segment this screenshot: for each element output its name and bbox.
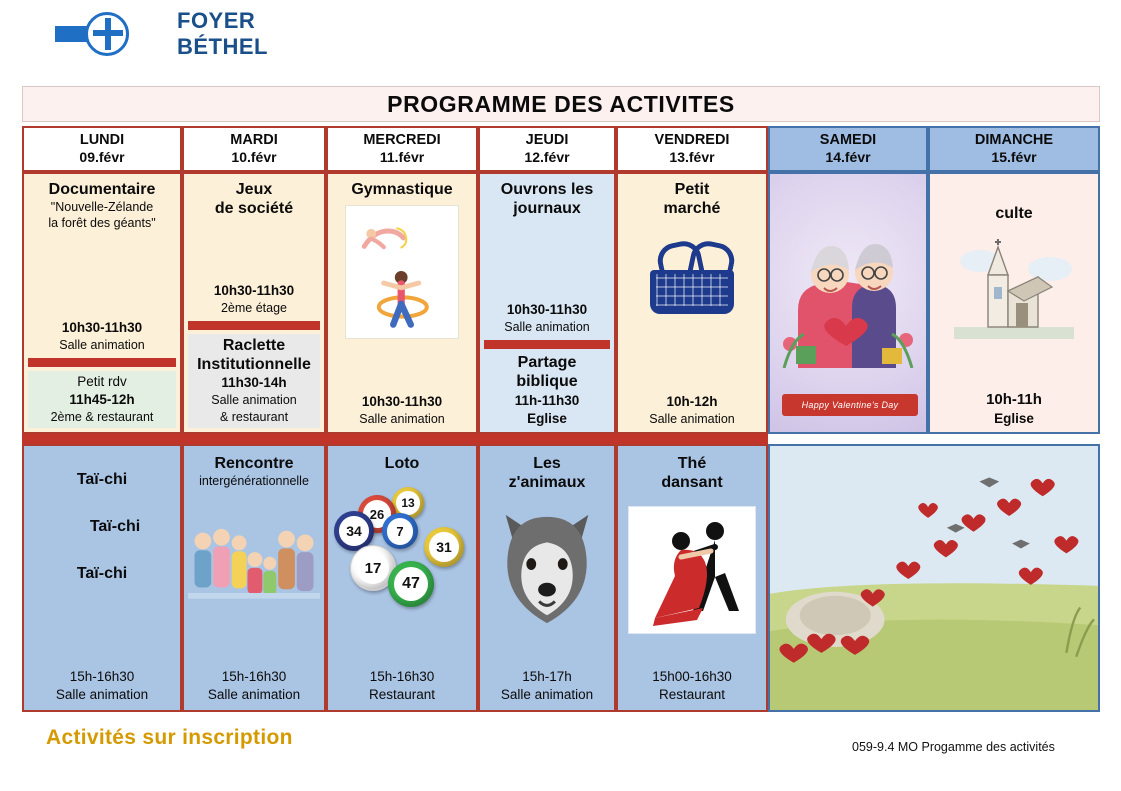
cell-dimanche-morning (928, 172, 1100, 434)
header-mercredi (326, 126, 478, 172)
activity-place-1: Salle animation (504, 320, 590, 335)
lotto-balls-icon (332, 487, 472, 615)
activity-title-1: Les (533, 455, 561, 472)
activity-title: Loto (384, 455, 420, 472)
activity-time: 15h-16h30 (221, 668, 287, 684)
page-title (22, 86, 1100, 122)
cell-jeudi-afternoon (478, 444, 616, 712)
activity-title-2: journaux (513, 200, 581, 218)
cell-mercredi-afternoon (326, 444, 478, 712)
header-day-label: VENDREDI (654, 131, 730, 148)
secondary-activity-title-1: Raclette (222, 336, 286, 354)
brand-name: FOYER BÉTHEL (177, 8, 268, 59)
header-date-label: 13.févr (669, 149, 715, 166)
lotto-ball: 31 (424, 527, 464, 567)
separator-mercredi (326, 434, 478, 444)
secondary-activity-title: Petit rdv (77, 373, 127, 389)
activity-place: Eglise (994, 410, 1034, 426)
header-dimanche (928, 126, 1100, 172)
hearts-field-photo (770, 446, 1098, 710)
activity-title-1: Ouvrons les (500, 181, 594, 198)
activity-title-1: Jeux (235, 181, 273, 198)
document-reference: 059-9.4 MO Progamme des activités (852, 740, 1055, 754)
cell-mardi-morning (182, 172, 326, 434)
church-illustration-wrap (934, 235, 1094, 339)
secondary-activity-title-2: Institutionnelle (197, 355, 311, 373)
header-jeudi (478, 126, 616, 172)
lotto-ball: 34 (334, 511, 374, 551)
activity-title: Gymnastique (351, 181, 453, 198)
shopping-basket-icon (644, 236, 740, 322)
activity-subtitle-1: "Nouvelle-Zélande (50, 200, 154, 215)
activity-time: 15h-17h (522, 668, 572, 684)
valentines-couple-illustration (770, 174, 926, 432)
activity-title-1: Petit (674, 181, 710, 198)
table-header-row (22, 126, 1100, 172)
secondary-activity-time: 11h-11h30 (514, 392, 580, 408)
secondary-activity-time: 11h45-12h (69, 391, 135, 407)
activity-title-1: Taï-chi (76, 471, 128, 488)
header-day-label: DIMANCHE (974, 131, 1054, 148)
section-divider (28, 358, 176, 367)
activity-title-1: Thé (677, 455, 707, 472)
cell-weekend-photo (768, 444, 1100, 712)
dog-illustration-wrap (484, 508, 610, 628)
section-divider (188, 321, 320, 330)
activity-time: 10h30-11h30 (61, 319, 143, 335)
cell-vendredi-morning (616, 172, 768, 434)
lotto-ball: 26 (358, 495, 396, 533)
header-day-label: JEUDI (525, 131, 569, 148)
activities-table (22, 126, 1100, 712)
separator-samedi (768, 434, 928, 444)
header-vendredi (616, 126, 768, 172)
cell-samedi-morning (768, 172, 928, 434)
activity-place: Salle animation (55, 686, 149, 702)
activity-place: Salle animation (59, 337, 145, 352)
brand-logo-bar (55, 10, 345, 58)
activity-time: 15h00-16h30 (652, 668, 732, 684)
activity-time: 10h30-11h30 (361, 393, 443, 409)
registration-note: Activités sur inscription (46, 726, 293, 749)
cell-vendredi-afternoon (616, 444, 768, 712)
header-day-label: SAMEDI (819, 131, 877, 148)
activity-title-2: dansant (661, 474, 723, 492)
family-group-illustration-wrap (188, 519, 320, 615)
cell-jeudi-morning (478, 172, 616, 434)
activity-place: Restaurant (368, 686, 436, 702)
gymnastics-icon (345, 205, 459, 339)
header-date-label: 10.févr (231, 149, 277, 166)
secondary-activity-time: 11h30-14h (221, 375, 287, 391)
cell-lundi-morning (22, 172, 182, 434)
header-date-label: 14.févr (825, 149, 871, 166)
mid-separator-row (22, 434, 1100, 444)
dancing-couple-icon (628, 506, 756, 634)
activity-subtitle-2: la forêt des géants" (48, 216, 156, 231)
activity-title: culte (995, 205, 1033, 222)
secondary-activity (28, 371, 176, 428)
header-lundi (22, 126, 182, 172)
secondary-activity-title-1: Partage (517, 354, 577, 372)
secondary-activity-place: Eglise (527, 410, 567, 426)
valentines-ribbon-text: Happy Valentine's Day (782, 394, 918, 416)
cell-lundi-afternoon (22, 444, 182, 712)
secondary-activity-place-2: & restaurant (219, 410, 289, 425)
activity-title-2: Taï-chi (89, 518, 141, 536)
cell-mercredi-morning (326, 172, 478, 434)
secondary-activity-place-1: Salle animation (211, 393, 297, 408)
header-day-label: LUNDI (79, 131, 125, 148)
header-date-label: 12.févr (524, 149, 570, 166)
section-divider (484, 340, 610, 349)
activity-time-1: 10h30-11h30 (506, 302, 588, 318)
separator-jeudi (478, 434, 616, 444)
secondary-activity-title-2: biblique (516, 373, 578, 391)
activity-place: Salle animation (649, 412, 735, 427)
header-date-label: 11.févr (379, 149, 425, 166)
activity-title: Rencontre (214, 455, 294, 472)
secondary-activity-place: 2ème & restaurant (50, 410, 154, 425)
header-samedi (768, 126, 928, 172)
header-date-label: 15.févr (991, 149, 1037, 166)
afternoon-row (22, 444, 1100, 712)
header-day-label: MARDI (230, 131, 278, 148)
activity-time-1: 10h30-11h30 (213, 282, 295, 298)
activity-title-2: z'animaux (508, 474, 586, 492)
separator-dimanche (928, 434, 1100, 444)
shopping-basket-illustration-wrap (622, 236, 762, 322)
header-mardi (182, 126, 326, 172)
activity-place: Restaurant (658, 686, 726, 702)
activity-time: 10h-11h (986, 390, 1042, 408)
morning-row (22, 172, 1100, 434)
lotto-balls-illustration-wrap (332, 487, 472, 615)
activity-place: Salle animation (207, 686, 301, 702)
activity-place: Salle animation (359, 412, 445, 427)
separator-mardi (182, 434, 326, 444)
header-day-label: MERCREDI (363, 131, 441, 148)
lotto-ball: 47 (388, 561, 434, 607)
separator-lundi (22, 434, 182, 444)
family-group-icon (188, 519, 320, 615)
activity-place: Salle animation (500, 686, 594, 702)
lotto-ball: 13 (392, 487, 424, 519)
lotto-ball: 7 (382, 513, 418, 549)
gymnastics-illustration-wrap (332, 205, 472, 339)
cell-mardi-afternoon (182, 444, 326, 712)
dog-icon (484, 508, 610, 628)
page-title-text: PROGRAMME DES ACTIVITES (387, 90, 735, 117)
activity-title: Documentaire (48, 181, 156, 198)
activity-place-1: 2ème étage (220, 300, 288, 315)
activity-time: 15h-16h30 (69, 668, 135, 684)
activity-time: 10h-12h (666, 393, 718, 409)
activity-title-2: de société (214, 200, 294, 218)
lotto-ball: 17 (350, 545, 396, 591)
separator-vendredi (616, 434, 768, 444)
church-icon (954, 235, 1074, 339)
cross-circle-logo-icon (55, 12, 165, 56)
activity-title-3: Taï-chi (76, 565, 128, 583)
activity-time: 15h-16h30 (369, 668, 435, 684)
header-date-label: 09.févr (79, 149, 125, 166)
activity-title-2: marché (663, 200, 721, 218)
activity-subtitle: intergénérationnelle (199, 474, 309, 489)
dancing-couple-illustration-wrap (622, 506, 762, 634)
secondary-activity (188, 334, 320, 428)
